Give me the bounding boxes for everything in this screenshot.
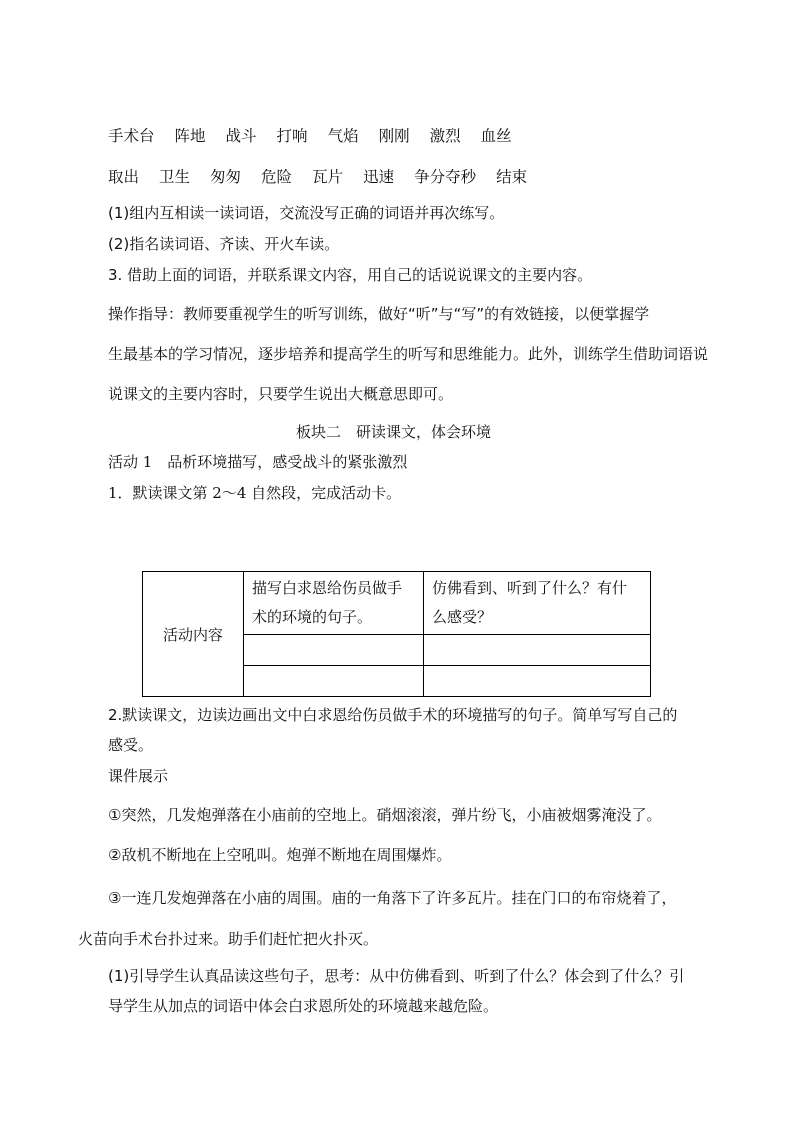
quote-2: ②敌机不断地在上空吼叫。炮弹不断地在周围爆炸。 [108, 846, 452, 864]
step-1: (1)组内互相读一读词语，交流没写正确的词语并再次练写。 [108, 204, 505, 222]
answer-cell[interactable] [244, 666, 424, 697]
answer-cell[interactable] [424, 635, 651, 666]
col-header-sentences: 描写白求恩给伤员做手 术的环境的句子。 [244, 572, 424, 635]
word: 激烈 [429, 127, 461, 145]
word: 阵地 [174, 127, 206, 145]
word: 瓦片 [312, 168, 344, 186]
task-2-line-2: 感受。 [108, 736, 154, 754]
task-3: 3. 借助上面的词语，并联系课文内容，用自己的话说说课文的主要内容。 [108, 266, 593, 284]
guide-line-2: 生最基本的学习情况，逐步培养和提高学生的听写和思维能力。此外，训练学生借助词语说 [108, 345, 709, 363]
word-row-1 [108, 126, 532, 146]
word: 血丝 [480, 127, 512, 145]
col-header-feelings: 仿佛看到、听到了什么？有什 么感受？ [424, 572, 651, 635]
task-2-line-1: 2.默读课文，边读边画出文中白求恩给伤员做手术的环境描写的句子。简单写写自己的 [108, 706, 678, 724]
activity-1-heading: 活动 1 品析环境描写，感受战斗的紧张激烈 [108, 453, 408, 471]
word: 打响 [276, 127, 308, 145]
guide-line-1: 操作指导：教师要重视学生的听写训练，做好“听”与“写”的有效链接，以便掌握学 [108, 305, 650, 323]
word: 迅速 [363, 168, 395, 186]
word: 刚刚 [378, 127, 410, 145]
quote-3-line-1: ③一连几发炮弹落在小庙的周围。庙的一角落下了许多瓦片。挂在门口的布帘烧着了， [108, 889, 677, 907]
word: 争分夺秒 [414, 168, 477, 186]
word: 战斗 [225, 127, 257, 145]
section-title: 板块二 研读课文，体会环境 [296, 423, 492, 441]
answer-cell[interactable] [244, 635, 424, 666]
word: 气焰 [327, 127, 359, 145]
activity-content-label: 活动内容 [143, 572, 244, 697]
activity-card-table [142, 571, 651, 697]
word-row-2 [108, 167, 547, 187]
step-2: (2)指名读词语、齐读、开火车读。 [108, 235, 340, 253]
quote-3-line-2: 火苗向手术台扑过来。助手们赶忙把火扑灭。 [78, 930, 379, 948]
guide-2-line-1: (1)引导学生认真品读这些句子，思考：从中仿佛看到、听到了什么？体会到了什么？引 [108, 967, 685, 985]
courseware-label: 课件展示 [108, 767, 169, 785]
word: 手术台 [108, 127, 155, 145]
quote-1: ①突然，几发炮弹落在小庙前的空地上。硝烟滚滚，弹片纷飞，小庙被烟雾淹没了。 [108, 806, 662, 824]
guide-line-3: 说课文的主要内容时，只要学生说出大概意思即可。 [108, 385, 454, 403]
word: 匆匆 [210, 168, 242, 186]
guide-2-line-2: 导学生从加点的词语中体会白求恩所处的环境越来越危险。 [108, 997, 499, 1015]
word: 卫生 [159, 168, 191, 186]
word: 取出 [108, 168, 140, 186]
answer-cell[interactable] [424, 666, 651, 697]
word: 危险 [261, 168, 293, 186]
word: 结束 [496, 168, 528, 186]
task-1: 1．默读课文第 2～4 自然段，完成活动卡。 [108, 484, 402, 502]
